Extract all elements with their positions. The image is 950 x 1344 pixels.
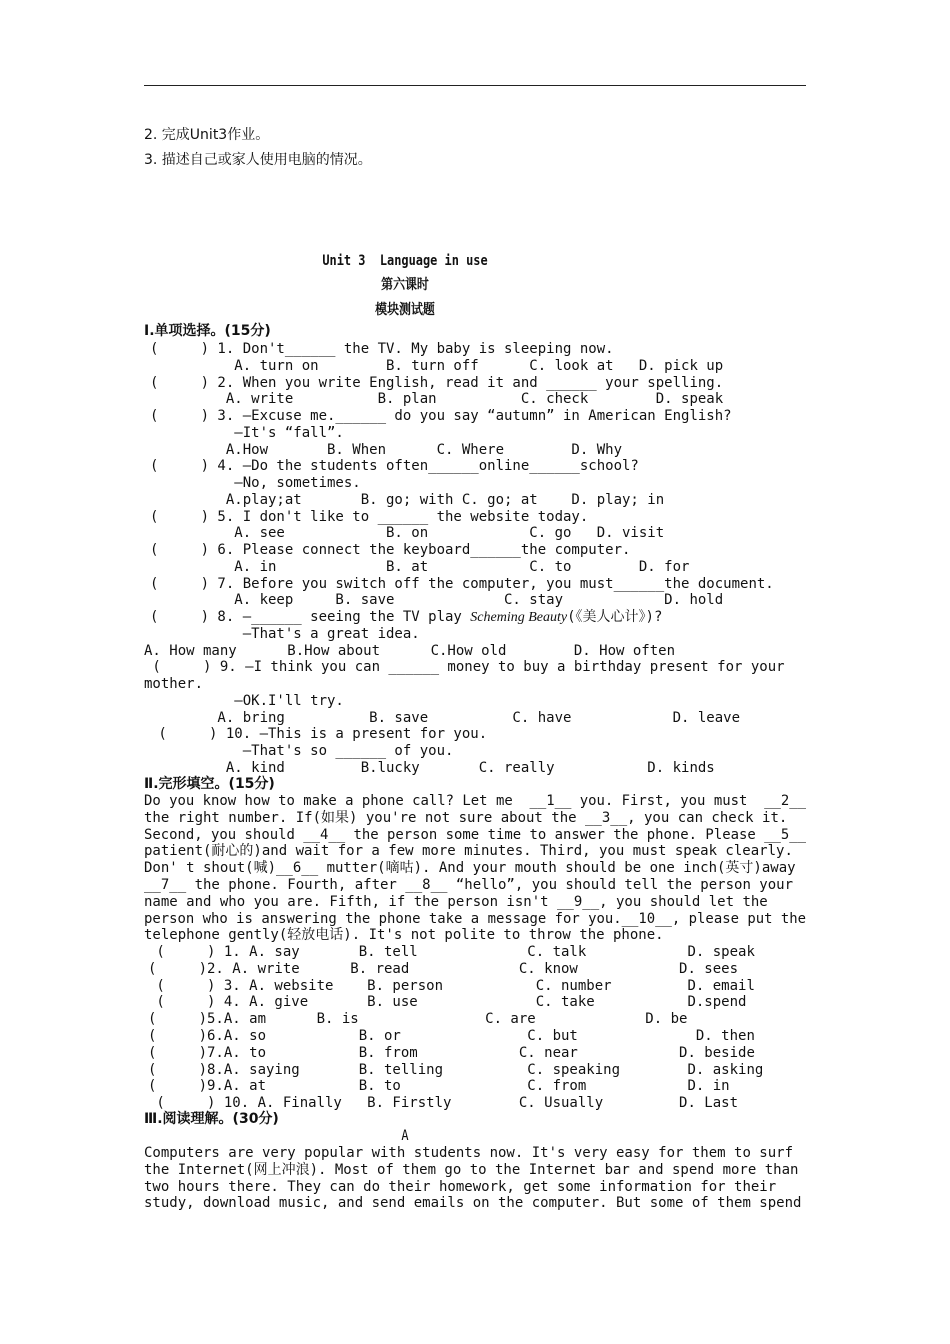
reading-part-label: A	[401, 1128, 409, 1144]
section-3-title: Ⅲ.阅读理解。(30分)	[144, 1111, 279, 1127]
question-line: ( ) 5. I don't like to ______ the website today.	[150, 508, 589, 525]
cloze-option-line: ( ) 4. A. give B. use C. take D.spend	[148, 994, 747, 1011]
question-line: A.How B. When C. Where D. Why	[150, 441, 623, 458]
question-line: ( ) 7. Before you switch off the computer, you must______the document.	[150, 575, 774, 592]
cloze-option-line: ( ) 10. A. Finally B. Firstly C. Usually D. Last	[148, 1095, 739, 1112]
reading-passage-line: Computers are very popular with students now. It's very easy for them to surf	[144, 1145, 794, 1161]
reading-passage-line: study, download music, and send emails on the computer. But some of them spend	[144, 1195, 802, 1212]
question-line: A. in B. at C. to D. for	[150, 558, 690, 575]
cloze-option-line: ( )7.A. to B. from C. near D. beside	[148, 1044, 755, 1061]
question-line: —It's “fall”.	[150, 424, 344, 441]
cloze-passage-line: patient(耐心的)and wait for a few more minutes. Third, you must speak clearly.	[144, 843, 793, 860]
question-line: —No, sometimes.	[150, 475, 361, 491]
tv-play-title: Scheming Beauty	[470, 610, 568, 625]
question-line: A. see B. on C. go D. visit	[150, 525, 665, 542]
cloze-passage-line: Do you know how to make a phone call? Let me __1__ you. First, you must __2__	[144, 793, 806, 809]
cloze-passage-line: Don' t shout(喊)__6__ mutter(嘀咕). And your mouth should be one inch(英寸)away	[144, 860, 796, 877]
question-line: A. write B. plan C. check D. speak	[150, 391, 724, 408]
question-line: ( ) 2. When you write English, read it and ______ your spelling.	[150, 374, 724, 391]
section-2-title: Ⅱ.完形填空。(15分)	[144, 776, 275, 792]
cloze-passage-line: person who is answering the phone take a message for you.__10__, please put the	[144, 910, 806, 927]
question-line: A. How many B.How about C.How old D. How often	[144, 642, 676, 659]
homework-item: 2. 完成Unit3作业。	[144, 127, 270, 143]
cloze-option-line: ( )5.A. am B. is C. are D. be	[148, 1011, 688, 1028]
lesson-title: 第六课时	[381, 277, 429, 293]
section-1-title: Ⅰ.单项选择。(15分)	[144, 323, 271, 339]
cloze-option-line: ( )8.A. saying B. telling C. speaking D. asking	[148, 1061, 764, 1078]
question-line: ( ) 9. —I think you can ______ money to buy a birthday present for your	[144, 659, 785, 676]
question-line: ( ) 8. —______ seeing the TV play Scheming Beauty(《美人心计》)?	[150, 609, 663, 625]
cloze-passage-line: name and who you are. Fifth, if the person isn't __9__, you should let the	[144, 893, 768, 910]
question-line: A.play;at B. go; with C. go; at D. play; in	[150, 491, 665, 508]
question-line: ( ) 3. —Excuse me.______ do you say “autumn” in American English?	[150, 408, 732, 424]
cloze-passage-line: the right number. If(如果) you're not sure about the __3__, you can check it.	[144, 809, 788, 826]
question-line: A. kind B.lucky C. really D. kinds	[150, 759, 715, 776]
cloze-passage-line: telephone gently(轻放电话). It's not polite to throw the phone.	[144, 927, 664, 944]
cloze-option-line: ( ) 3. A. website B. person C. number D. email	[148, 977, 755, 994]
question-line: —That's so ______ of you.	[150, 743, 454, 759]
tv-play-title-cn: (《美人心计》)?	[567, 609, 663, 625]
cloze-option-line: ( )2. A. write B. read C. know D. sees	[148, 960, 739, 977]
question-line: ( ) 4. —Do the students often______online______school?	[150, 458, 639, 475]
cloze-passage-line: Second, you should __4__ the person some time to answer the phone. Please __5__	[144, 826, 806, 843]
homework-item: 3. 描述自己或家人使用电脑的情况。	[144, 152, 372, 168]
cloze-option-line: ( ) 1. A. say B. tell C. talk D. speak	[148, 944, 755, 960]
question-line: A. bring B. save C. have D. leave	[150, 709, 741, 726]
test-title: 模块测试题	[375, 302, 435, 318]
question-line: A. keep B. save C. stay D. hold	[150, 592, 724, 609]
question-line: mother.	[144, 676, 204, 692]
question-line: —OK.I'll try.	[150, 692, 344, 709]
header-rule	[144, 85, 806, 86]
question-line: ( ) 1. Don't______ the TV. My baby is sleeping now.	[150, 341, 614, 357]
question-line: —That's a great idea.	[150, 625, 420, 642]
cloze-passage-line: __7__ the phone. Fourth, after __8__ “hello”, you should tell the person your	[144, 877, 794, 893]
question-line: A. turn on B. turn off C. look at D. pick up	[150, 357, 724, 374]
cloze-option-line: ( )9.A. at B. to C. from D. in	[148, 1078, 730, 1095]
reading-passage-line: the Internet(网上冲浪). Most of them go to the Internet bar and spend more than	[144, 1161, 799, 1178]
unit-title: Unit 3 Language in use	[322, 253, 488, 269]
question-line: ( ) 10. —This is a present for you.	[150, 726, 488, 743]
reading-passage-line: two hours there. They can do their homework, get some information for their	[144, 1178, 777, 1195]
cloze-option-line: ( )6.A. so B. or C. but D. then	[148, 1028, 755, 1044]
question-line: ( ) 6. Please connect the keyboard______the computer.	[150, 542, 631, 558]
